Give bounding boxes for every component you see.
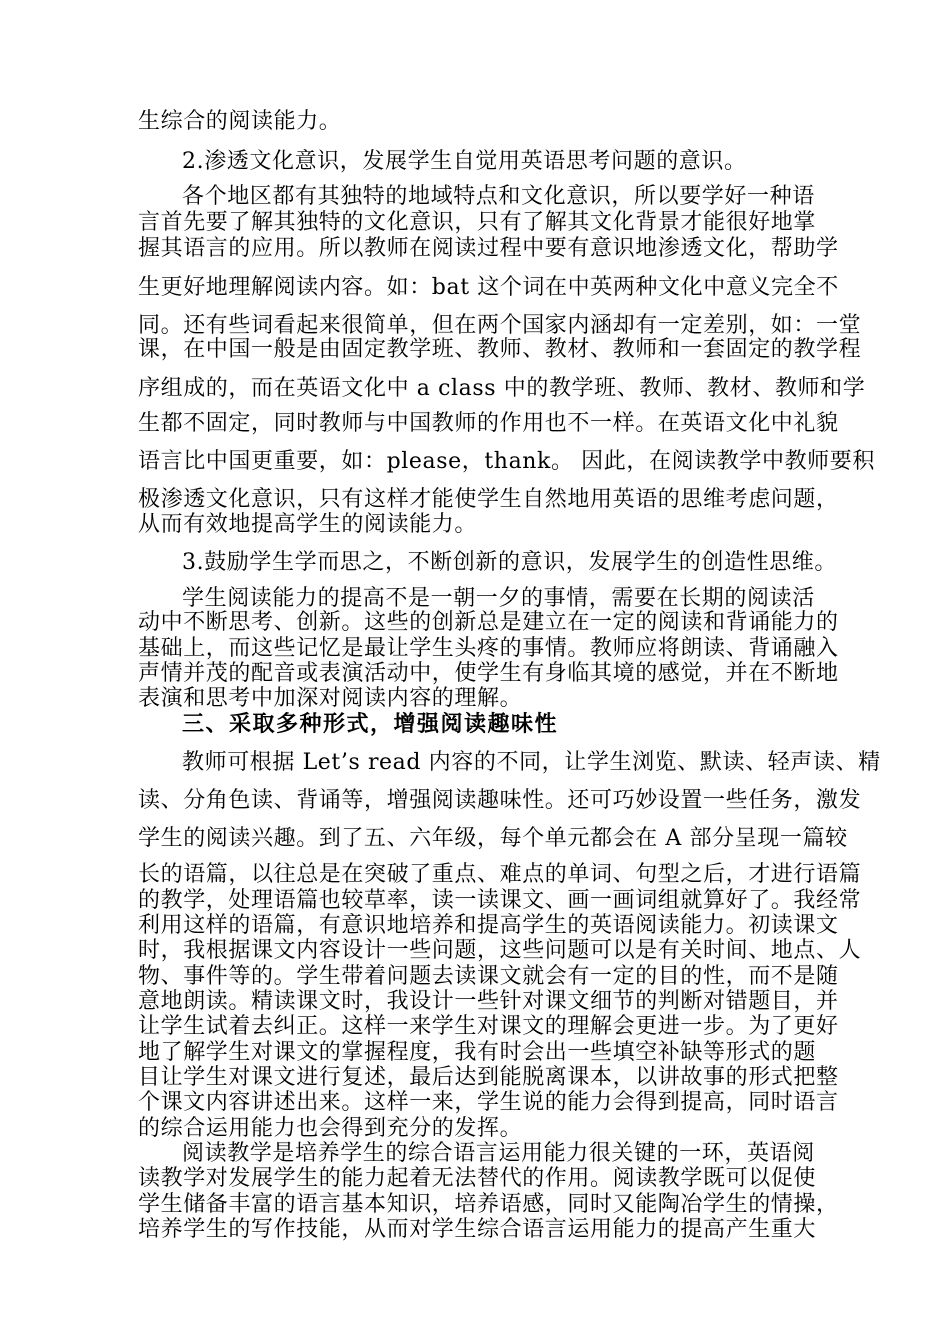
text-line: 读、分角色读、背诵等，增强阅读趣味性。还可巧妙设置一些任务，激发 bbox=[138, 788, 862, 813]
text-line: 生综合的阅读能力。 bbox=[138, 109, 342, 134]
text-line: 意地朗读。精读课文时，我设计一些针对课文细节的判断对错题目，并 bbox=[138, 989, 839, 1014]
text-line: 生更好地理解阅读内容。如：bat 这个词在中英两种文化中意义完全不 bbox=[138, 275, 839, 300]
text-line: 的教学，处理语篇也较草率，读一读课文、画一画词组就算好了。我经常 bbox=[138, 888, 862, 913]
text-line: 同。还有些词看起来很简单，但在两个国家内涵却有一定差别，如：一堂 bbox=[138, 313, 862, 338]
text-line: 的综合运用能力也会得到充分的发挥。 bbox=[138, 1116, 523, 1141]
text-line: 握其语言的应用。所以教师在阅读过程中要有意识地渗透文化，帮助学 bbox=[138, 236, 839, 261]
subheading-3: 3.鼓励学生学而思之，不断创新的意识，发展学生的创造性思维。 bbox=[182, 550, 837, 575]
text-line: 读教学对发展学生的能力起着无法替代的作用。阅读教学既可以促使 bbox=[138, 1166, 817, 1191]
section-heading: 三、采取多种形式，增强阅读趣味性 bbox=[182, 712, 559, 737]
text-line: 言首先要了解其独特的文化意识，只有了解其文化背景才能很好地掌 bbox=[138, 210, 817, 235]
text-line: 长的语篇，以往总是在突破了重点、难点的单词、句型之后，才进行语篇 bbox=[138, 862, 862, 887]
text-line: 让学生试着去纠正。这样一来学生对课文的理解会更进一步。为了更好 bbox=[138, 1014, 839, 1039]
text-line: 基础上，而这些记忆是最让学生头疼的事情。教师应将朗读、背诵融入 bbox=[138, 636, 839, 661]
text-line: 时，我根据课文内容设计一些问题，这些问题可以是有关时间、地点、人 bbox=[138, 938, 862, 963]
text-line: 地了解学生对课文的掌握程度，我有时会出一些填空补缺等形式的题 bbox=[138, 1040, 817, 1065]
text-line: 生都不固定，同时教师与中国教师的作用也不一样。在英语文化中礼貌 bbox=[138, 411, 839, 436]
text-line: 学生阅读能力的提高不是一朝一夕的事情，需要在长期的阅读活 bbox=[182, 586, 815, 611]
text-line: 学生的阅读兴趣。到了五、六年级，每个单元都会在 A 部分呈现一篇较 bbox=[138, 826, 848, 851]
text-line: 物、事件等的。学生带着问题去读课文就会有一定的目的性，而不是随 bbox=[138, 964, 839, 989]
text-line: 动中不断思考、创新。这些的创新总是建立在一定的阅读和背诵能力的 bbox=[138, 610, 839, 635]
text-line: 目让学生对课文进行复述，最后达到能脱离课本，以讲故事的形式把整 bbox=[138, 1065, 839, 1090]
text-line: 各个地区都有其独特的地域特点和文化意识，所以要学好一种语 bbox=[182, 184, 815, 209]
text-line: 声情并茂的配音或表演活动中，使学生有身临其境的感觉，并在不断地 bbox=[138, 661, 839, 686]
subheading-2: 2.渗透文化意识，发展学生自觉用英语思考问题的意识。 bbox=[182, 149, 747, 174]
text-line: 教师可根据 Let’s read 内容的不同，让学生浏览、默读、轻声读、精 bbox=[182, 750, 881, 775]
text-line: 序组成的，而在英语文化中 a class 中的教学班、教师、教材、教师和学 bbox=[138, 376, 866, 401]
text-line: 极渗透文化意识，只有这样才能使学生自然地用英语的思维考虑问题， bbox=[138, 487, 839, 512]
text-line: 表演和思考中加深对阅读内容的理解。 bbox=[138, 686, 523, 711]
text-line: 从而有效地提高学生的阅读能力。 bbox=[138, 512, 478, 537]
text-line: 培养学生的写作技能，从而对学生综合语言运用能力的提高产生重大 bbox=[138, 1217, 817, 1242]
text-line: 语言比中国更重要，如：please，thank。 因此，在阅读教学中教师要积 bbox=[138, 449, 875, 474]
text-line: 阅读教学是培养学生的综合语言运用能力很关键的一环，英语阅 bbox=[182, 1141, 815, 1166]
text-line: 利用这样的语篇，有意识地培养和提高学生的英语阅读能力。初读课文 bbox=[138, 913, 839, 938]
text-line: 学生储备丰富的语言基本知识，培养语感，同时又能陶冶学生的情操， bbox=[138, 1192, 839, 1217]
text-line: 课，在中国一般是由固定教学班、教师、教材、教师和一套固定的教学程 bbox=[138, 337, 862, 362]
text-line: 个课文内容讲述出来。这样一来，学生说的能力会得到提高，同时语言 bbox=[138, 1090, 839, 1115]
